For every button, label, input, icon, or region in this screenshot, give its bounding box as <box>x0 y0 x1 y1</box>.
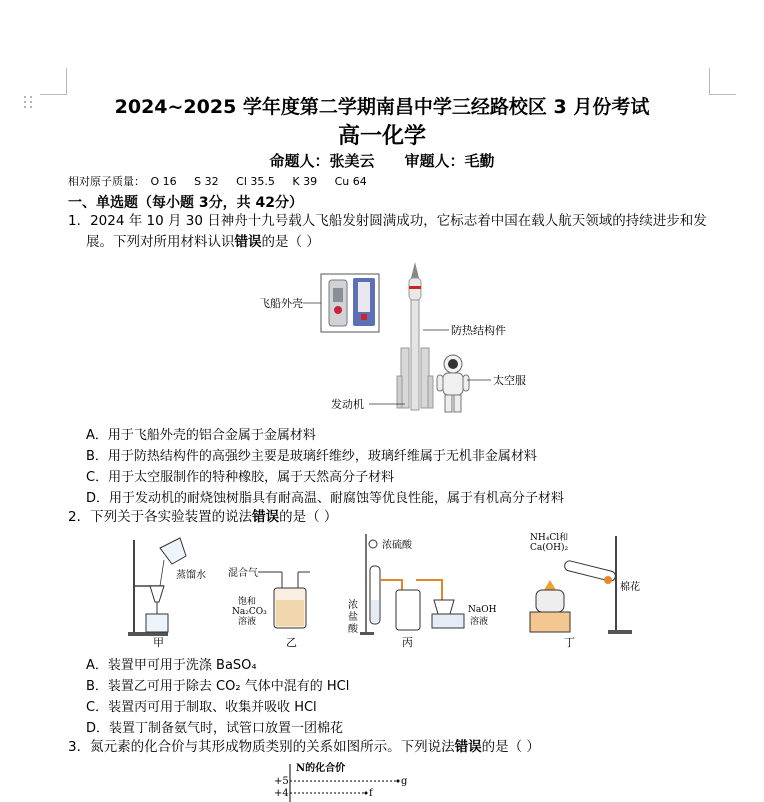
q2-option-c: C．装置丙可用于制取、收集并吸收 HCl <box>86 700 317 715</box>
svg-text:g: g <box>401 776 408 787</box>
subject-title: 高一化学 <box>337 124 426 149</box>
author: 命题人：张美云 <box>269 152 375 170</box>
chart-ylabel: N的化合价 <box>296 763 346 774</box>
section-title: 一、单选题（每小题 3分，共 42分） <box>68 195 303 211</box>
svg-text:蒸馏水: 蒸馏水 <box>176 570 206 581</box>
valence-chart <box>274 760 454 802</box>
mass-item: O 16 <box>150 175 177 188</box>
svg-text:棉花: 棉花 <box>620 582 640 593</box>
svg-text:酸: 酸 <box>348 624 358 635</box>
question-3: 3．氮元素的化合价与其形成物质类别的关系如图所示。下列说法错误的是（ ） <box>68 739 540 755</box>
reviewer: 审题人：毛勤 <box>404 152 495 170</box>
svg-text:Na₂CO₃: Na₂CO₃ <box>232 607 267 617</box>
label-heat: 防热结构件 <box>451 324 506 337</box>
q1-option-d: D．用于发动机的耐烧蚀树脂具有耐高温、耐腐蚀等优良性能，属于有机高分子材料 <box>86 491 565 506</box>
svg-text:乙: 乙 <box>286 636 297 649</box>
q2-option-d: D．装置丁制备氨气时，试管口放置一团棉花 <box>86 721 344 736</box>
svg-text:溶液: 溶液 <box>238 617 257 627</box>
svg-text:浓硫酸: 浓硫酸 <box>382 540 412 551</box>
question-2: 2．下列关于各实验装置的说法错误的是（ ） <box>68 509 338 525</box>
svg-text:溶液: 溶液 <box>470 617 489 627</box>
mass-item: Cu 64 <box>334 175 367 188</box>
label-suit: 太空服 <box>493 374 526 387</box>
label-engine: 发动机 <box>331 398 364 411</box>
author-line <box>0 150 764 171</box>
page-corner-mark-left <box>40 68 67 95</box>
exam-title: 2024~2025 学年度第二学期南昌中学三经路校区 3 月份考试 <box>114 96 650 118</box>
label-shell: 飞船外壳 <box>259 297 303 310</box>
svg-text:丙: 丙 <box>402 636 413 649</box>
q1-option-a: A．用于飞船外壳的铝合金属于金属材料 <box>86 428 316 443</box>
svg-text:浓: 浓 <box>348 600 358 611</box>
atomic-masses: 相对原子质量： O 16 S 32 Cl 35.5 K 39 Cu 64 <box>68 175 367 188</box>
q1-option-c: C．用于太空服制作的特种橡胶，属于天然高分子材料 <box>86 470 395 485</box>
svg-text:甲: 甲 <box>153 636 164 649</box>
q2-option-a: A．装置甲可用于洗涤 BaSO₄ <box>86 658 257 673</box>
question-1-line2: 展。下列对所用材料认识错误的是（ ） <box>86 234 320 250</box>
svg-text:饱和: 饱和 <box>238 597 257 607</box>
apparatus-figure <box>120 530 660 652</box>
svg-text:NH₄Cl和: NH₄Cl和 <box>530 533 569 543</box>
svg-text:盐: 盐 <box>348 612 358 623</box>
svg-text:+4: +4 <box>274 788 289 799</box>
svg-text:+5: +5 <box>274 776 289 787</box>
svg-text:混合气: 混合气 <box>228 568 258 579</box>
svg-text:Ca(OH)₂: Ca(OH)₂ <box>530 543 569 553</box>
mass-item: Cl 35.5 <box>236 175 275 188</box>
mass-item: S 32 <box>194 175 219 188</box>
svg-text:丁: 丁 <box>564 636 575 649</box>
svg-text:f: f <box>369 788 373 799</box>
mass-item: K 39 <box>292 175 318 188</box>
page-corner-mark-right <box>709 68 736 95</box>
question-1: 1．2024 年 10 月 30 日神舟十九号载人飞船发射圆满成功，它标志着中国在载人航天领域的持续进步和发 <box>68 213 707 229</box>
q1-option-b: B．用于防热结构件的高强纱主要是玻璃纤维纱，玻璃纤维属于无机非金属材料 <box>86 449 537 464</box>
svg-text:NaOH: NaOH <box>468 605 497 615</box>
q2-option-b: B．装置乙可用于除去 CO₂ 气体中混有的 HCl <box>86 679 350 694</box>
rocket-figure <box>255 258 540 416</box>
